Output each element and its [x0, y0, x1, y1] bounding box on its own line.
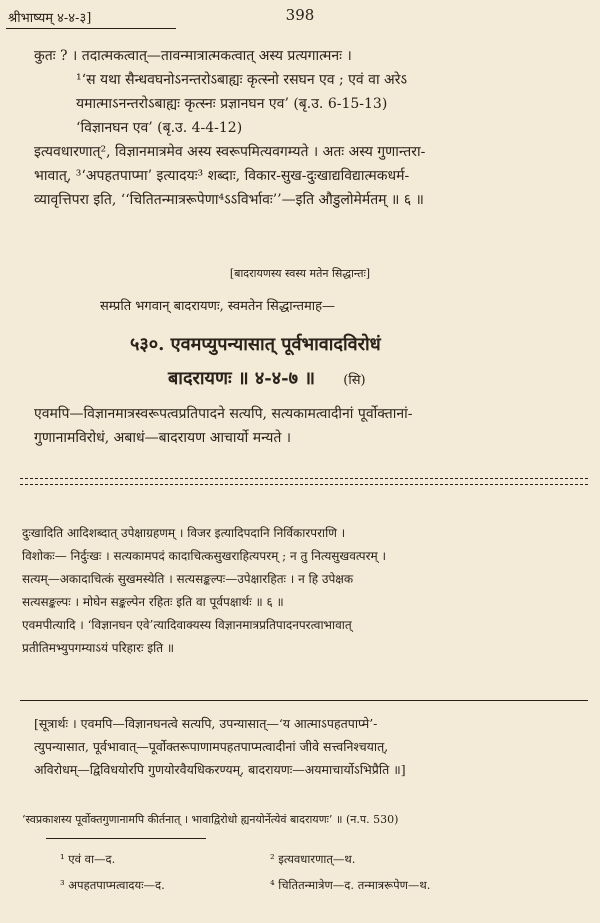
header-rule — [6, 28, 176, 29]
dashed-divider — [20, 484, 588, 485]
commentary-line: विशोकः— निर्दुःखः । सत्यकामपदं कादाचित्कसुखराहित्यपरम् ; न तु नित्यसुखवत्परम् । — [22, 549, 387, 563]
commentary-line: दुःखादिति आदिशब्दात् उपेक्षाग्रहणम् । विजर इत्यादिपदानि निर्विकारपराणि । — [22, 526, 346, 540]
commentary-line: सत्यम्—अकादाचित्कं सुखमस्येति । सत्यसङ्कल्पः—उपेक्षारहितः । न हि उपेक्षक — [22, 572, 354, 586]
commentary-line: एवमपीत्यादि । ‘विज्ञानघन एवे’त्यादिवाक्यस्य विज्ञानमात्रप्रतिपादनपरत्वाभावात् — [22, 618, 352, 632]
main-line: ‘विज्ञानघन एव’ (बृ.उ. 4-4-12) — [76, 120, 243, 136]
explanation-line: एवमपि—विज्ञानमात्रस्वरूपत्वप्रतिपादने सत्यपि, सत्यकामत्वादीनां पूर्वोक्तानां- — [34, 406, 413, 422]
footnote: ³ अपहतपाप्मत्वादयः—द. — [60, 878, 165, 892]
page-header — [8, 6, 592, 28]
footnote: ⁴ चितितन्मात्रेण—द. तन्मात्ररूपेण—थ. — [270, 878, 431, 892]
dashed-divider — [20, 478, 588, 479]
sutra-heading — [130, 332, 381, 356]
intro-line: सम्प्रति भगवान् बादरायणः, स्वमतेन सिद्धान्तमाह— — [100, 299, 336, 314]
sutra-meaning — [34, 712, 586, 781]
footnote-row — [60, 878, 590, 904]
main-line: ¹‘स यथा सैन्धवघनोऽनन्तरोऽबाह्यः कृत्स्नो रसघन एव ; एवं वा अरेऽ — [76, 72, 407, 88]
page-number: 398 — [285, 6, 315, 24]
explanation-line: गुणानामविरोधं, अबाधं—बादरायण आचार्यो मन्यते । — [34, 430, 292, 446]
commentary-line: प्रतीतिमभ्युपगम्याऽयं परिहारः इति ॥ — [22, 641, 175, 655]
siddhanta-marker: (सि) — [343, 373, 366, 388]
section-heading-note: [बादरायणस्य स्वस्य मतेन सिद्धान्तः] — [229, 267, 371, 280]
running-title: श्रीभाष्यम् ४-४-३] — [8, 11, 92, 26]
main-line: यमात्माऽनन्तरोऽबाह्यः कृत्स्नः प्रज्ञानघन एव’ (बृ.उ. 6-15-13) — [76, 96, 388, 112]
footnote: ¹ एवं वा—द. — [60, 852, 116, 866]
sutra-text-line1: एवमप्युपन्यासात् पूर्वभावादविरोधं — [170, 334, 381, 355]
commentary-line: सत्यसङ्कल्पः । मोघेन सङ्कल्पेन रहितः इति वा पूर्वपक्षार्थः ॥ ६ ॥ — [22, 595, 284, 609]
footnotes — [60, 852, 590, 904]
sutra-explanation — [34, 402, 586, 450]
main-line: इत्यवधारणात्², विज्ञानमात्रमेव अस्य स्वरूपमित्यवगम्यते । अतः अस्य गुणान्तरा- — [34, 144, 426, 160]
footnote-row — [60, 852, 590, 878]
main-line: कुतः ? । तदात्मकत्वात्—तावन्मात्रात्मकत्वात् अस्य प्रत्यगात्मनः । — [34, 48, 352, 64]
sutra-meaning-line: अविरोधम्—द्विविधयोरपि गुणयोरवैयधिकरण्यम्, बादरायणः—अयमाचार्योऽभिप्रैति ॥] — [34, 762, 406, 777]
footnote: ² इत्यवधारणात्—थ. — [270, 852, 356, 866]
main-line: भावात्, ³‘अपहतपाप्मा’ इत्यादयः³ शब्दाः, विकार-सुख-दुःखाद्यविद्यात्मकधर्म- — [34, 168, 410, 184]
sutra-heading-continued — [168, 366, 366, 390]
footnote-rule — [46, 838, 206, 839]
sutra-text-line2: बादरायणः ॥ ४-४-७ ॥ — [168, 368, 315, 389]
sutra-meaning-line: [सूत्रार्थः । एवमपि—विज्ञानघनत्वे सत्यपि, उपन्यासात्—‘य आत्माऽपहतपाप्मे’- — [34, 716, 378, 731]
main-line: व्यावृत्तिपरा इति, ‘‘चितितन्मात्ररूपेणा⁴ऽऽविर्भावः’’—इति औडुलोमेर्मतम् ॥ ६ ॥ — [34, 192, 424, 208]
sutra-meaning-line: त्युपन्यासात, पूर्वभावात्—पूर्वोक्तरूपाणामपहतपाप्मत्वादीनां जीवे सत्त्वनिश्चयात्, — [34, 739, 389, 754]
sutra-number: ५३०. — [130, 334, 165, 355]
solid-divider — [20, 700, 588, 701]
reference-note: ‘स्वप्रकाशस्य पूर्वोक्तगुणानामपि कीर्तनात् । भावाद्विरोधो ह्यनयोर्नेत्येवं बादरायणः’ ॥ (न.प. 530) — [22, 813, 399, 826]
commentary — [22, 522, 586, 660]
main-text — [34, 44, 586, 212]
